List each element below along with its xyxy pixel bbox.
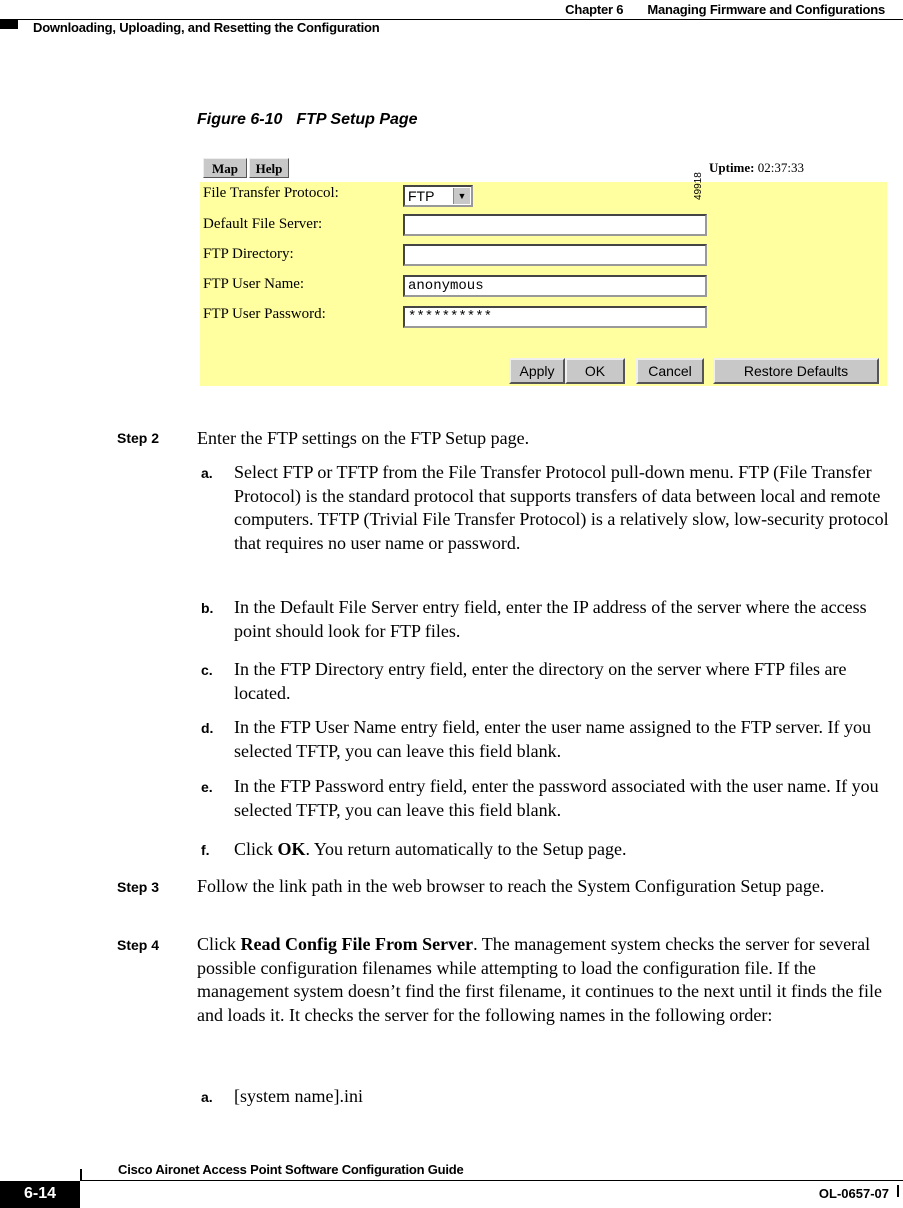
figure-toolbar: [197, 150, 887, 182]
uptime-value: 02:37:33: [757, 160, 804, 175]
header-marker: [0, 19, 18, 29]
map-button[interactable]: Map: [203, 158, 247, 178]
apply-button[interactable]: Apply: [509, 358, 565, 384]
step-2d-text: In the FTP User Name entry field, enter the user name assigned to the FTP server. If you selected TFTP, you can leave this field blank.: [234, 717, 871, 761]
document-id: OL-0657-07: [818, 1186, 889, 1201]
step-2e-letter: e.: [201, 779, 213, 795]
step-2b-letter: b.: [201, 600, 214, 616]
chapter-number: Chapter 6: [565, 2, 624, 17]
ok-button[interactable]: OK: [565, 358, 625, 384]
ftp-setup-figure: [197, 150, 887, 386]
step-2c-text: In the FTP Directory entry field, enter the directory on the server where FTP files are located.: [234, 659, 847, 703]
file-server-input[interactable]: [403, 214, 707, 236]
step-2f-post: . You return automatically to the Setup page.: [305, 839, 627, 859]
figure-id: 49918: [693, 172, 704, 200]
ftp-username-label: FTP User Name:: [203, 276, 305, 292]
step-2e-text: In the FTP Password entry field, enter the password associated with the user name. If you selected TFTP, you can leave this field blank.: [234, 776, 879, 820]
ftp-settings-panel: [200, 182, 887, 386]
step-2f-letter: f.: [201, 842, 210, 858]
step-2d-letter: d.: [201, 720, 214, 736]
step-2f-pre: Click: [234, 839, 278, 859]
protocol-label: File Transfer Protocol:: [203, 185, 339, 201]
step-2f-ok: OK: [277, 839, 306, 859]
footer-book-title: Cisco Aironet Access Point Software Configuration Guide: [118, 1162, 464, 1177]
ftp-directory-label: FTP Directory:: [203, 246, 294, 262]
step-2-text: Enter the FTP settings on the FTP Setup page.: [197, 428, 530, 448]
step-2a-text: Select FTP or TFTP from the File Transfer Protocol pull-down menu. FTP (File Transfer Protocol) is the standard protocol that supports transfers of data between local and remote computers. TFTP (Trivial File Transfer Protocol) is a relatively slow, low-security protocol that requires no user name or password.: [234, 462, 889, 553]
step-3-label: Step 3: [117, 879, 160, 895]
running-header-chapter: [565, 2, 885, 17]
step-4-label: Step 4: [117, 937, 160, 953]
cancel-button[interactable]: Cancel: [636, 358, 704, 384]
step-2f-text: [234, 838, 899, 862]
step-3-text: Follow the link path in the web browser to reach the System Configuration Setup page.: [197, 876, 825, 896]
ftp-password-input[interactable]: **********: [403, 306, 707, 328]
chapter-title: Managing Firmware and Configurations: [647, 2, 885, 17]
ftp-username-input[interactable]: anonymous: [403, 275, 707, 297]
page-number: 6-14: [0, 1181, 80, 1208]
step-4-command: Read Config File From Server: [240, 934, 474, 954]
restore-defaults-button[interactable]: Restore Defaults: [713, 358, 879, 384]
step-2-label: Step 2: [117, 430, 160, 446]
step-2b-text: In the Default File Server entry field, enter the IP address of the server where the access point should look for FTP files.: [234, 597, 867, 641]
step-2a-letter: a.: [201, 465, 213, 481]
step-4a-letter: a.: [201, 1089, 213, 1105]
figure-caption: [197, 111, 418, 129]
step-4-post: . The management system checks the server for several possible configuration filenames while attempting to load the configuration file. If the management system doesn’t find the first filename, it continues to the next until it finds the file and loads it. It checks the server for the following names in the following order:: [197, 934, 883, 1025]
uptime-label: Uptime:: [709, 160, 755, 175]
protocol-select-value: FTP: [408, 188, 435, 204]
file-server-label: Default File Server:: [203, 216, 323, 232]
help-button[interactable]: Help: [249, 158, 289, 178]
step-4a-text: [system name].ini: [234, 1086, 363, 1106]
running-header-section: Downloading, Uploading, and Resetting the Configuration: [33, 20, 380, 35]
figure-title: FTP Setup Page: [296, 111, 418, 128]
chevron-down-icon[interactable]: ▼: [453, 188, 470, 204]
figure-number: Figure 6-10: [197, 111, 283, 128]
protocol-select[interactable]: [403, 185, 473, 207]
step-2c-letter: c.: [201, 662, 213, 678]
ftp-directory-input[interactable]: [403, 244, 707, 266]
footer-tick-right: [897, 1185, 899, 1197]
ftp-password-label: FTP User Password:: [203, 306, 326, 322]
footer-rule: [80, 1180, 903, 1181]
uptime-readout: [709, 160, 804, 176]
step-4-text: [197, 933, 899, 1027]
step-4-pre: Click: [197, 934, 241, 954]
